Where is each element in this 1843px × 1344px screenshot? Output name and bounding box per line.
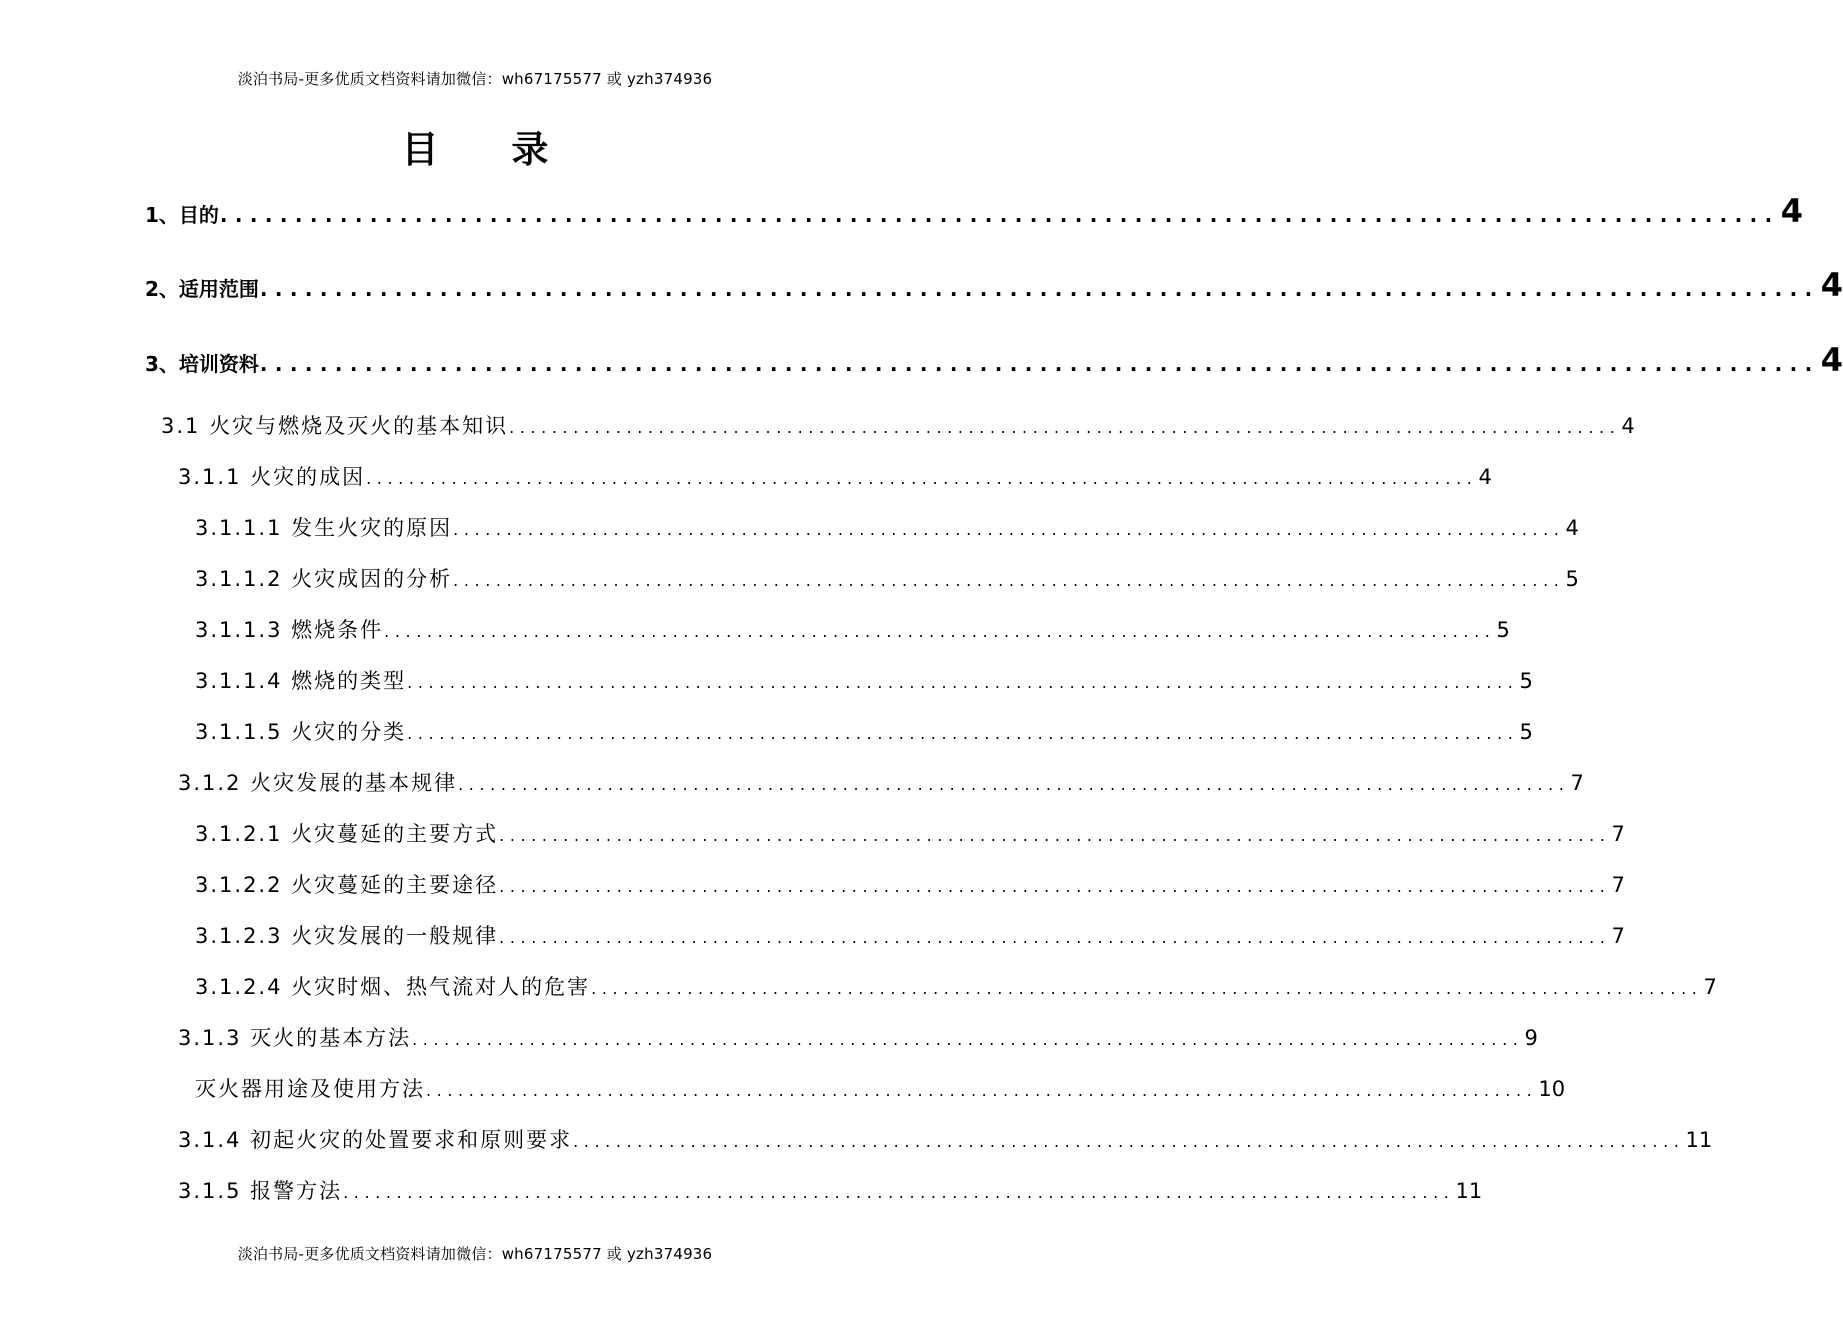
toc-entry-page: 5 — [1519, 720, 1533, 744]
toc-entry-label: 3.1.2.4 火灾时烟、热气流对人的危害 — [195, 975, 591, 999]
toc-leader-dots: ........................................................................................................ — [458, 775, 1570, 794]
toc-entry[interactable] — [195, 920, 1625, 952]
toc-entry-page: 9 — [1524, 1026, 1538, 1050]
toc-leader-dots: ........................................................................................................ — [509, 418, 1621, 437]
toc-entry[interactable] — [195, 716, 1533, 748]
toc-entry-page: 4 — [1820, 266, 1843, 304]
toc-leader-dots: ........................................................................................................ — [343, 1183, 1455, 1202]
toc-entry[interactable] — [178, 1022, 1538, 1054]
toc-entry-label: 3.1.2.1 火灾蔓延的主要方式 — [195, 822, 499, 846]
toc-entry-page: 5 — [1496, 618, 1510, 642]
toc-entry-label: 3.1.1.1 发生火灾的原因 — [195, 516, 453, 540]
toc-entry-label: 3.1.3 灭火的基本方法 — [178, 1026, 412, 1050]
toc-entry-label: 3.1.2.3 火灾发展的一般规律 — [195, 924, 499, 948]
toc-entry[interactable] — [195, 512, 1579, 544]
header-watermark-note: 淡泊书局-更多优质文档资料请加微信：wh67175577 或 yzh374936 — [237, 70, 713, 88]
toc-leader-dots: ........................................................................................................ — [453, 520, 1565, 539]
toc-entry[interactable] — [195, 1073, 1566, 1105]
toc-leader-dots: ........................................................................................................ — [453, 571, 1565, 590]
toc-entry-page: 4 — [1820, 341, 1843, 379]
toc-entry[interactable] — [178, 767, 1584, 799]
toc-entry-page: 4 — [1478, 465, 1492, 489]
toc-entry-page: 7 — [1703, 975, 1717, 999]
toc-leader-dots: ........................................................................................................ — [499, 928, 1611, 947]
toc-leader-dots: ........................................................................................................ — [412, 1030, 1524, 1049]
toc-leader-dots: ........................................................................................................ — [407, 724, 1519, 743]
toc-entry-label: 3.1.2.2 火灾蔓延的主要途径 — [195, 873, 499, 897]
toc-entry[interactable] — [145, 192, 1803, 236]
toc-entry-page: 11 — [1455, 1179, 1483, 1203]
toc-entry-page: 7 — [1570, 771, 1584, 795]
footer-watermark-note: 淡泊书局-更多优质文档资料请加微信：wh67175577 或 yzh374936 — [237, 1245, 713, 1263]
toc-leader-dots: ........................................................................................................ — [591, 979, 1703, 998]
toc-entry-page: 7 — [1611, 822, 1625, 846]
toc-entry-label: 3.1 火灾与燃烧及灭火的基本知识 — [161, 414, 509, 438]
toc-entry-page: 5 — [1565, 567, 1579, 591]
toc-leader-dots: ........................................................................................................ — [384, 622, 1496, 641]
toc-title: 目 录 — [401, 128, 579, 171]
toc-entry[interactable] — [195, 869, 1625, 901]
toc-leader-dots: ........................................................................................................ — [573, 1132, 1685, 1151]
toc-entry-page: 5 — [1519, 669, 1533, 693]
toc-leader-dots: ........................................................................................................ — [259, 352, 1820, 376]
toc-entry-label: 3.1.1.2 火灾成因的分析 — [195, 567, 453, 591]
toc-entry[interactable] — [178, 1124, 1713, 1156]
toc-entry[interactable] — [178, 1175, 1483, 1207]
toc-entry-label: 2、适用范围 — [145, 277, 259, 301]
toc-entry[interactable] — [195, 818, 1625, 850]
toc-entry[interactable] — [195, 614, 1510, 646]
toc-entry-page: 4 — [1621, 414, 1635, 438]
toc-leader-dots: ........................................................................................................ — [219, 203, 1780, 227]
toc-leader-dots: ........................................................................................................ — [259, 277, 1820, 301]
toc-entry-label: 3.1.1 火灾的成因 — [178, 465, 366, 489]
toc-entry[interactable] — [195, 563, 1579, 595]
toc-entry-page: 10 — [1538, 1077, 1566, 1101]
toc-leader-dots: ........................................................................................................ — [407, 673, 1519, 692]
toc-entry-label: 3.1.4 初起火灾的处置要求和原则要求 — [178, 1128, 573, 1152]
toc-entry-page: 11 — [1685, 1128, 1713, 1152]
toc-leader-dots: ........................................................................................................ — [366, 469, 1478, 488]
toc-entry[interactable] — [195, 971, 1717, 1003]
toc-entry-label: 3.1.5 报警方法 — [178, 1179, 343, 1203]
toc-leader-dots: ........................................................................................................ — [499, 826, 1611, 845]
toc-entry[interactable] — [145, 266, 1843, 310]
toc-entry-label: 3.1.1.4 燃烧的类型 — [195, 669, 407, 693]
toc-entry-label: 3.1.1.5 火灾的分类 — [195, 720, 407, 744]
toc-entry[interactable] — [161, 410, 1635, 442]
toc-entry-page: 4 — [1780, 192, 1803, 230]
toc-entry[interactable] — [145, 341, 1843, 385]
toc-entry-page: 4 — [1565, 516, 1579, 540]
toc-entry-label: 3.1.2 火灾发展的基本规律 — [178, 771, 458, 795]
toc-entry-label: 1、目的 — [145, 203, 219, 227]
toc-entry-label: 3.1.1.3 燃烧条件 — [195, 618, 384, 642]
toc-entry[interactable] — [195, 665, 1533, 697]
toc-entry-page: 7 — [1611, 873, 1625, 897]
toc-leader-dots: ........................................................................................................ — [426, 1081, 1538, 1100]
toc-entry[interactable] — [178, 461, 1492, 493]
toc-entry-label: 3、培训资料 — [145, 352, 259, 376]
toc-leader-dots: ........................................................................................................ — [499, 877, 1611, 896]
toc-entry-label: 灭火器用途及使用方法 — [195, 1077, 425, 1101]
toc-entry-page: 7 — [1611, 924, 1625, 948]
